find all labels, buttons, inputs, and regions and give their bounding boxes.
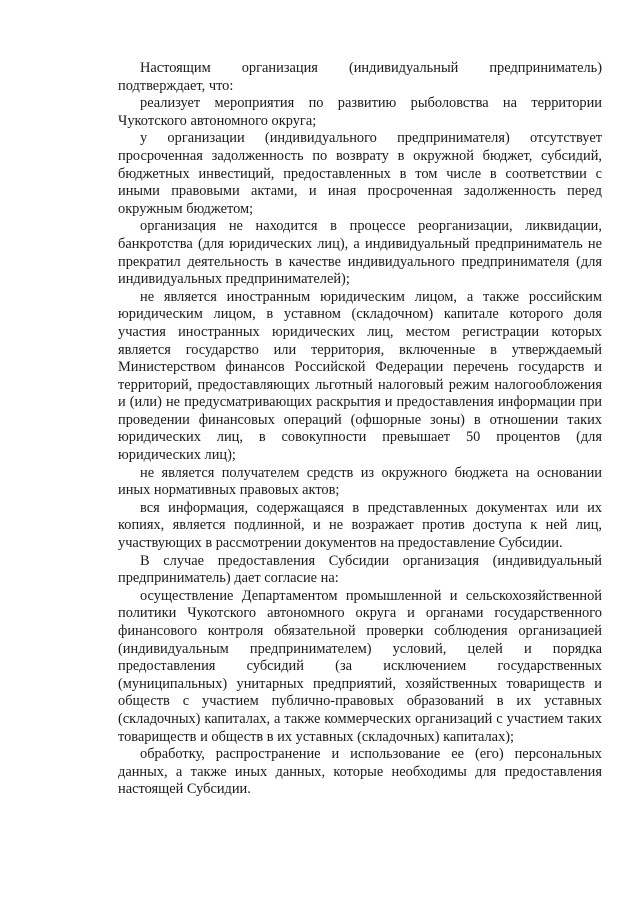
paragraph-information-authentic: вся информация, содержащаяся в представленных документах или их копиях, является подлинной, и не возражает против доступа к ней лиц, участвующих в рассмотрении документов на предоставление Субсидии. xyxy=(118,499,602,552)
paragraph-consent-intro: В случае предоставления Субсидии организация (индивидуальный предприниматель) дает согласие на: xyxy=(118,552,602,587)
paragraph-confirmation-intro: Настоящим организация (индивидуальный предприниматель) подтверждает, что: xyxy=(118,60,602,94)
paragraph-no-reorganization: организация не находится в процессе реорганизации, ликвидации, банкротства (для юридических лиц), а индивидуальный предприниматель не прекратил деятельность в качестве индивидуального предпринимателя (для индивидуальных предпринимателей); xyxy=(118,218,602,288)
paragraph-consent-inspection: осуществление Департаментом промышленной и сельскохозяйственной политики Чукотского автономного округа и органами государственного финансового контроля обязательной проверки соблюдения организацией (индивидуальным предпринимателем) условий, целей и порядка предоставления субсидий (за исключением государственных (муниципальных) унитарных предприятий, хозяйственных товариществ и обществ с участием публично-правовых образований в их уставных (складочных) капиталах, а также коммерческих организаций с участием таких товариществ и обществ в их уставных (складочных) капиталах); xyxy=(118,587,602,745)
paragraph-no-overdue-debt: у организации (индивидуального предпринимателя) отсутствует просроченная задолженность по возврату в окружной бюджет, субсидий, бюджетных инвестиций, предоставленных в том числе в соответствии с иными правовыми актами, и иная просроченная задолженность перед окружным бюджетом; xyxy=(118,130,602,217)
paragraph-fishery-activities: реализует мероприятия по развитию рыболовства на территории Чукотского автономного округа; xyxy=(118,95,602,129)
paragraph-not-foreign-entity: не является иностранным юридическим лицом, а также российским юридическим лицом, в уставном (складочном) капитале которого доля участия иностранных юридических лиц, местом регистрации которых является государство или территория, включенные в утверждаемый Министерством финансов Российской Федерации перечень государств и территорий, предоставляющих льготный налоговый режим налогообложения и (или) не предусматривающих раскрытия и предоставления информации при проведении финансовых операций (офшорные зоны) в отношении таких юридических лиц, в совокупности превышает 50 процентов (для юридических лиц); xyxy=(118,288,602,464)
document-body xyxy=(118,60,602,799)
paragraph-not-other-recipient: не является получателем средств из окружного бюджета на основании иных нормативных правовых актов; xyxy=(118,464,602,499)
paragraph-consent-personal-data: обработку, распространение и использование ее (его) персональных данных, а также иных данных, которые необходимы для предоставления настоящей Субсидии. xyxy=(118,746,602,798)
